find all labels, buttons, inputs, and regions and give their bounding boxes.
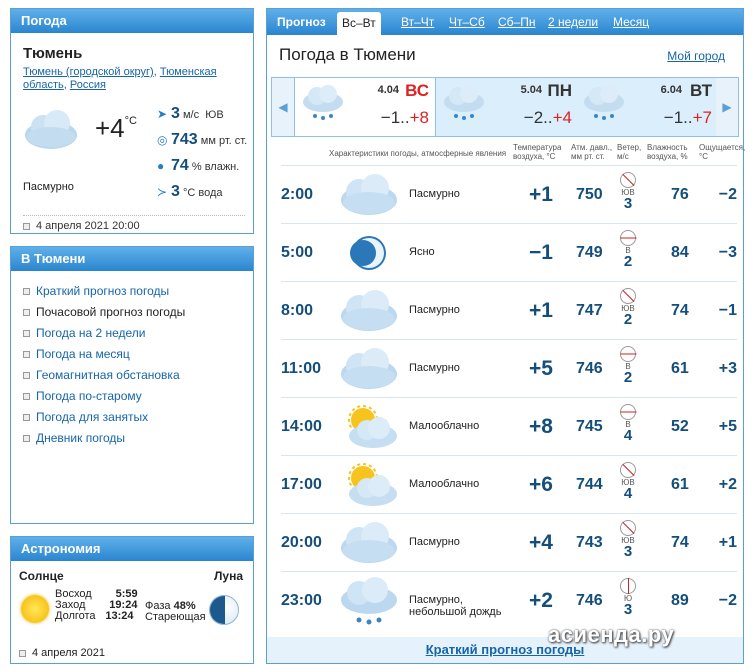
link-geomagnetic[interactable]: Геомагнитная обстановка: [23, 365, 253, 386]
rain-cloud-icon: [442, 84, 486, 122]
hour-humidity: 52: [671, 418, 689, 435]
hour-wind: В 2: [617, 346, 639, 385]
current-temperature: $+4^{^\circ C}$: [95, 113, 137, 143]
cloud-icon: [339, 518, 399, 568]
rain-cloud-icon: [582, 84, 626, 122]
col-pressure: Атм. давл., мм рт. ст.: [571, 143, 613, 161]
hour-pressure: 747: [576, 302, 603, 319]
tab-thu-sat[interactable]: Чт–Сб: [449, 15, 485, 29]
day-card-0[interactable]: 4.04 ВС −1..+8: [294, 78, 436, 136]
hour-wind: ЮВ 4: [617, 462, 639, 501]
region-link-district[interactable]: Тюмень (городской округ): [23, 66, 154, 78]
table-row: [281, 513, 737, 571]
humidity-row: ● 74 % влажн.: [157, 157, 240, 174]
next-day-arrow[interactable]: ▶: [716, 78, 738, 136]
hour-wind: ЮВ 2: [617, 288, 639, 327]
calendar-icon: [19, 650, 26, 657]
day-selector: [271, 77, 739, 137]
hour-feels-like: −3: [718, 244, 737, 261]
city-links-list: [11, 271, 253, 449]
cloud-icon: [339, 170, 399, 220]
hour-feels-like: +5: [718, 418, 737, 435]
link-old-style[interactable]: Погода по-старому: [23, 386, 253, 407]
table-row: [281, 165, 737, 223]
current-weather-panel: [10, 8, 254, 234]
hour-temperature: +6: [529, 473, 553, 496]
hour-condition: Пасмурно, небольшой дождь: [409, 594, 502, 618]
current-condition: Пасмурно: [23, 181, 74, 193]
hour-humidity: 74: [671, 302, 689, 319]
hour-wind: В 4: [617, 404, 639, 443]
col-temperature: Температура воздуха, °C: [513, 143, 562, 161]
page-title: Погода в Тюмени: [279, 45, 416, 64]
cloud-icon: [23, 107, 79, 153]
day-card-1[interactable]: 5.04 ПН −2..+4: [436, 78, 578, 136]
sun-times: Восход 5:59 Заход 19:24 Долгота 13:24: [55, 588, 138, 622]
astronomy-panel: [10, 536, 254, 664]
table-row: [281, 223, 737, 281]
bullet-icon: [23, 288, 30, 295]
link-diary[interactable]: Дневник погоды: [23, 428, 253, 449]
wind-rose-icon: [620, 172, 636, 188]
hour-time: 14:00: [281, 418, 322, 435]
astronomy-header: Астрономия: [11, 537, 253, 561]
region-link-country[interactable]: Россия: [69, 79, 106, 91]
fish-icon: ≻: [157, 185, 168, 199]
hour-feels-like: +3: [718, 360, 737, 377]
rain-cloud-icon: [339, 576, 399, 626]
hour-pressure: 746: [576, 360, 603, 377]
hour-condition: Малооблачно: [409, 478, 480, 490]
hour-condition: Пасмурно: [409, 304, 460, 316]
table-row: [281, 339, 737, 397]
col-wind: Ветер, м/с: [617, 143, 642, 161]
hour-humidity: 76: [671, 186, 689, 203]
moon-phase: Фаза 48% Стареющая: [145, 600, 206, 623]
wind-rose-icon: [620, 578, 636, 594]
day-card-2[interactable]: 6.04 ВТ −1..+7: [576, 78, 718, 136]
droplet-icon: ●: [157, 159, 165, 173]
wind-rose-icon: [620, 288, 636, 304]
link-hourly-forecast[interactable]: Почасовой прогноз погоды: [23, 302, 253, 323]
bullet-icon: [23, 309, 30, 316]
hour-time: 11:00: [281, 360, 322, 377]
city-links-panel: [10, 246, 254, 524]
hour-humidity: 84: [671, 244, 689, 261]
hour-pressure: 743: [576, 534, 603, 551]
moon-icon: [339, 228, 399, 278]
hour-time: 17:00: [281, 476, 322, 493]
hour-wind: ЮВ 3: [617, 520, 639, 559]
hour-wind: ЮВ 3: [617, 172, 639, 211]
wind-rose-icon: [620, 230, 636, 246]
hour-wind: Ю 3: [617, 578, 639, 617]
sun-title: Солнце: [19, 569, 64, 583]
tabs-label: Прогноз: [277, 15, 326, 29]
hour-condition: Пасмурно: [409, 362, 460, 374]
link-busy[interactable]: Погода для занятых: [23, 407, 253, 428]
tab-sat-mon[interactable]: Сб–Пн: [498, 15, 536, 29]
rain-cloud-icon: [301, 84, 345, 122]
bullet-icon: [23, 393, 30, 400]
wind-rose-icon: [620, 346, 636, 362]
col-humidity: Влажность воздуха, %: [647, 143, 688, 161]
moon-icon: [209, 595, 239, 625]
hour-pressure: 750: [576, 186, 603, 203]
hour-feels-like: +1: [718, 534, 737, 551]
hour-condition: Ясно: [409, 246, 435, 258]
table-row: [281, 397, 737, 455]
region-breadcrumb: Тюмень (городской округ), Тюменская область, Россия: [23, 66, 217, 91]
hour-time: 20:00: [281, 534, 322, 551]
tab-two-weeks[interactable]: 2 недели: [548, 15, 599, 29]
moon-title: Луна: [213, 569, 243, 583]
bullet-icon: [23, 414, 30, 421]
forecast-tabs: [267, 9, 743, 35]
current-date: 4 апреля 2021 20:00: [23, 215, 245, 232]
bullet-icon: [23, 330, 30, 337]
cloud-icon: [339, 344, 399, 394]
bullet-icon: [23, 372, 30, 379]
link-short-forecast[interactable]: Краткий прогноз погоды: [23, 281, 253, 302]
prev-day-arrow[interactable]: ◀: [272, 78, 294, 136]
col-conditions: Характеристики погоды, атмосферные явления: [329, 149, 507, 158]
city-name: Тюмень: [23, 45, 83, 62]
watermark: асиенда.ру: [548, 622, 675, 647]
hour-feels-like: −2: [718, 592, 737, 609]
wind-row: ➤ 3 м/с ЮВ: [157, 105, 224, 122]
hour-temperature: +2: [529, 589, 553, 612]
hour-temperature: −1: [529, 241, 553, 264]
bullet-icon: [23, 435, 30, 442]
hour-time: 5:00: [281, 244, 314, 261]
hour-feels-like: −2: [718, 186, 737, 203]
hour-wind: В 2: [617, 230, 639, 269]
hour-pressure: 746: [576, 592, 603, 609]
calendar-icon: [23, 223, 30, 230]
col-feels: Ощущается, °C: [699, 143, 746, 161]
wind-rose-icon: [620, 462, 636, 478]
hour-condition: Малооблачно: [409, 420, 480, 432]
hour-humidity: 61: [671, 360, 689, 377]
sun-icon: [21, 595, 49, 623]
tab-sun-tue[interactable]: Вс–Вт: [337, 12, 381, 35]
gauge-icon: ◎: [157, 133, 168, 147]
current-weather-header: Погода: [11, 9, 253, 33]
hour-temperature: +5: [529, 357, 553, 380]
table-row: [281, 571, 737, 629]
sun-cloud-icon: [339, 460, 399, 510]
pressure-row: ◎ 743 мм рт. ст.: [157, 131, 248, 148]
my-city-link[interactable]: Мой город: [667, 49, 725, 63]
tab-month[interactable]: Месяц: [613, 15, 650, 29]
hour-temperature: +4: [529, 531, 553, 554]
hour-time: 2:00: [281, 186, 314, 203]
hour-condition: Пасмурно: [409, 536, 460, 548]
region-link-oblast[interactable]: Тюменская область: [23, 66, 217, 91]
bullet-icon: [23, 351, 30, 358]
astronomy-date: 4 апреля 2021: [19, 647, 105, 659]
hour-humidity: 61: [671, 476, 689, 493]
tab-tue-thu[interactable]: Вт–Чт: [401, 15, 435, 29]
hour-temperature: +8: [529, 415, 553, 438]
cloud-icon: [339, 286, 399, 336]
hour-pressure: 749: [576, 244, 603, 261]
hour-feels-like: −1: [718, 302, 737, 319]
hour-temperature: +1: [529, 183, 553, 206]
water-row: ≻ 3 °C вода: [157, 183, 223, 200]
hour-humidity: 74: [671, 534, 689, 551]
forecast-panel: [266, 8, 744, 664]
hour-temperature: +1: [529, 299, 553, 322]
hour-pressure: 745: [576, 418, 603, 435]
sun-cloud-icon: [339, 402, 399, 452]
short-forecast-footer-link[interactable]: Краткий прогноз погоды: [267, 637, 743, 663]
table-row: [281, 455, 737, 513]
table-header: [281, 141, 746, 165]
wind-rose-icon: [620, 520, 636, 536]
table-row: [281, 281, 737, 339]
city-links-header: В Тюмени: [11, 247, 253, 271]
hour-feels-like: +2: [718, 476, 737, 493]
hour-humidity: 89: [671, 592, 689, 609]
wind-rose-icon: [620, 404, 636, 420]
link-month[interactable]: Погода на месяц: [23, 344, 253, 365]
hour-time: 23:00: [281, 592, 322, 609]
link-two-weeks[interactable]: Погода на 2 недели: [23, 323, 253, 344]
hour-pressure: 744: [576, 476, 603, 493]
hour-condition: Пасмурно: [409, 188, 460, 200]
hour-time: 8:00: [281, 302, 314, 319]
wind-arrow-icon: ➤: [157, 107, 168, 121]
